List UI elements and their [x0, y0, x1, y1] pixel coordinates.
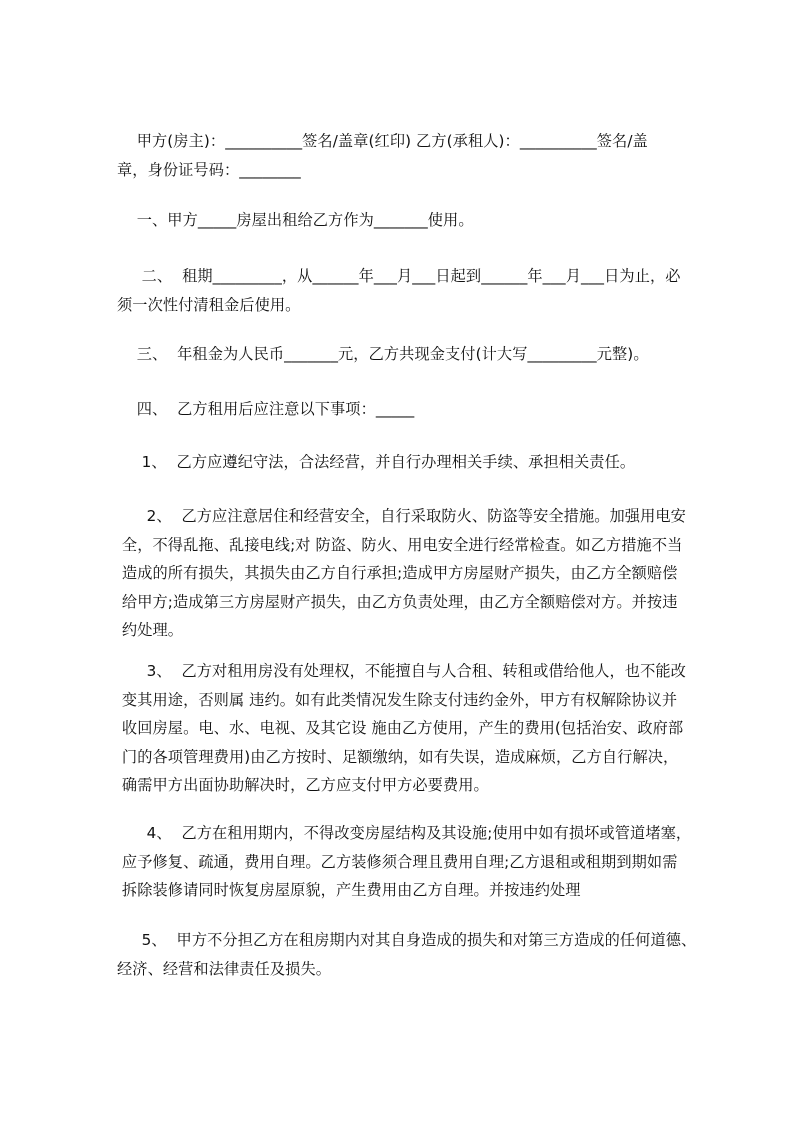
- item-4-paragraph: [117, 819, 703, 905]
- text-line: 一、甲方_____房屋出租给乙方作为_______使用。: [117, 211, 474, 229]
- clause-3-paragraph: [117, 340, 703, 369]
- text-line: 甲方(房主)：__________签名/盖章(红印) 乙方(承租人)：__________签名/盖: [117, 132, 648, 150]
- clause-1-paragraph: [117, 206, 703, 235]
- item-5-paragraph: [117, 926, 703, 983]
- clause-4-paragraph: [117, 395, 703, 424]
- parties-paragraph: [117, 127, 703, 184]
- text-line: 确需甲方出面协助解决时，乙方应支付甲方必要费用。: [117, 776, 489, 794]
- text-line: 须一次性付清租金后使用。: [117, 295, 301, 314]
- text-line: 三、 年租金为人民币_______元，乙方共现金支付(计大写_________元整)。: [117, 345, 649, 363]
- text-line: 约处理。: [117, 621, 184, 639]
- text-line: 变其用途，否则属 违约。如有此类情况发生除支付违约金外，甲方有权解除协议并: [117, 690, 678, 709]
- text-line: 5、 甲方不分担乙方在租房期内对其自身造成的损失和对第三方造成的任何道德、: [117, 931, 697, 949]
- text-line: 1、 乙方应遵纪守法，合法经营，并自行办理相关手续、承担相关责任。: [117, 453, 636, 471]
- text-line: 收回房屋。电、水、电视、及其它设 施由乙方使用，产生的费用(包括治安、政府部: [117, 719, 684, 737]
- text-line: 4、 乙方在租用期内，不得改变房屋结构及其设施;使用中如有损坏或管道堵塞，: [117, 824, 692, 842]
- text-line: 经济、经营和法律责任及损失。: [117, 959, 332, 978]
- text-line: 章，身份证号码：________: [117, 160, 301, 179]
- text-line: 给甲方;造成第三方房屋财产损失，由乙方负责处理，由乙方全额赔偿对方。并按违: [117, 592, 678, 611]
- item-2-paragraph: [117, 502, 703, 645]
- item-1-paragraph: [117, 448, 703, 477]
- text-line: 3、 乙方对租用房没有处理权，不能擅自与人合租、转租或借给他人，也不能改: [117, 662, 686, 680]
- text-line: 全，不得乱拖、乱接电线;对 防盗、防火、用电安全进行经常检查。如乙方措施不当: [117, 535, 683, 554]
- text-line: 四、 乙方租用后应注意以下事项：_____: [117, 400, 415, 418]
- text-line: 门的各项管理费用)由乙方按时、足额缴纳，如有失误，造成麻烦，乙方自行解决，: [117, 747, 679, 766]
- item-3-paragraph: [117, 657, 703, 800]
- text-line: 应予修复、疏通，费用自理。乙方装修须合理且费用自理;乙方退租或租期到期如需: [117, 852, 678, 871]
- text-line: 造成的所有损失，其损失由乙方自行承担;造成甲方房屋财产损失，由乙方全额赔偿: [117, 564, 678, 582]
- clause-2-paragraph: [117, 262, 703, 319]
- text-line: 2、 乙方应注意居住和经营安全，自行采取防火、防盗等安全措施。加强用电安: [117, 507, 686, 525]
- text-line: 二、 租期_________，从______年___月___日起到______年___月___日为止，必: [117, 267, 681, 285]
- text-line: 拆除装修请同时恢复房屋原貌，产生费用由乙方自理。并按违约处理: [117, 881, 581, 899]
